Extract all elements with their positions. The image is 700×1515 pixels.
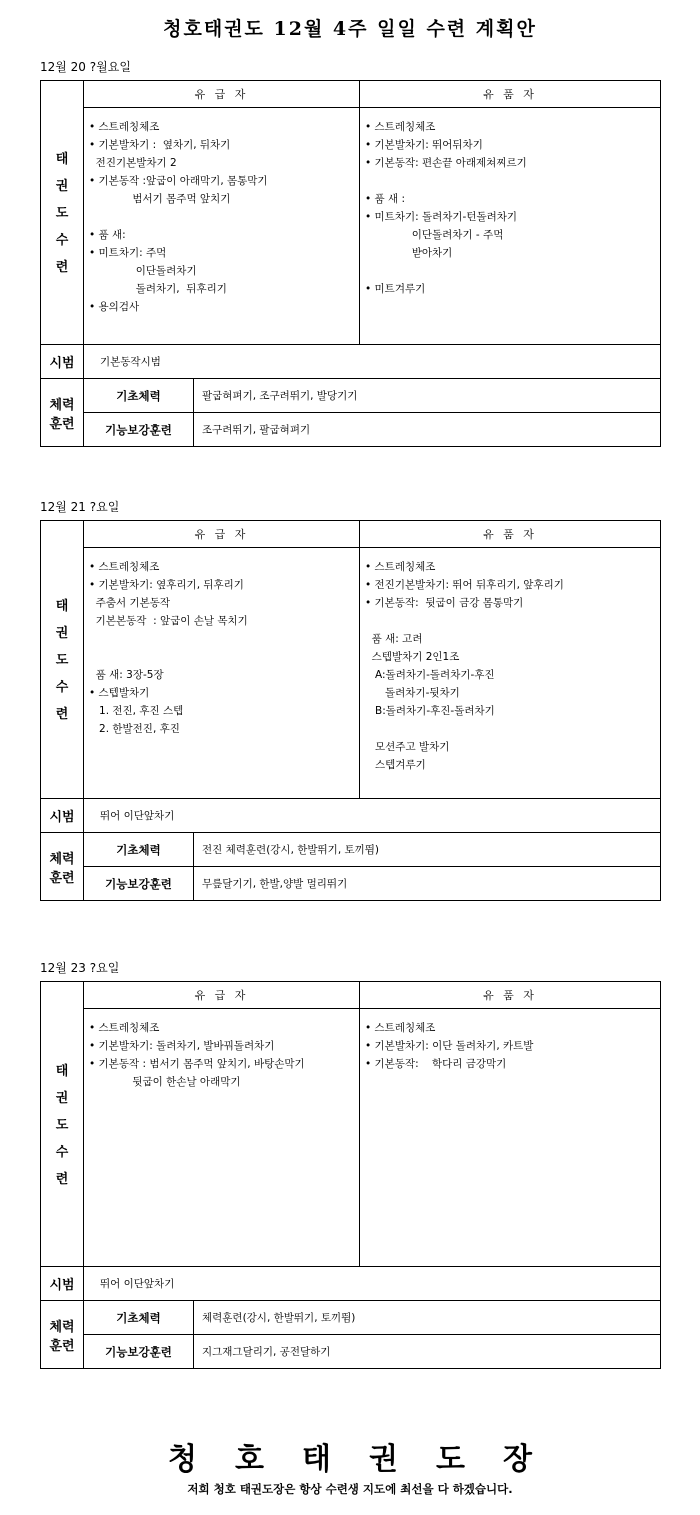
poom-plan-cell: • 스트레칭체조 • 기본발차기: 뛰어뒤차기 • 기본동작: 편손끝 아래제쳐찌르기 • 품 새 : • 미트차기: 돌려차기-턴돌려차기 이단돌려차기 - 주먹 받아차기 • 미트겨루기 <box>360 108 661 345</box>
fitness-training-label: 체력 훈련 <box>41 379 84 447</box>
basic-fitness-label: 기초체력 <box>84 1301 194 1335</box>
day-label: 12월 21 ?요일 <box>40 500 120 514</box>
gup-plan-cell: • 스트레칭체조 • 기본발차기 : 옆차기, 뒤차기 전진기본발차기 2 • 기본동작 :앞굽이 아래막기, 몸통막기 범서기 몸주먹 앞치기 • 품 새: • 미트차기: 주먹 이단돌려차기 돌려차기, 뒤후리기 • 용의검사 <box>84 108 360 345</box>
test-value: 뛰어 이단앞차기 <box>84 1267 661 1301</box>
skill-training-value: 지그재그달리기, 공전달하기 <box>194 1335 661 1369</box>
taekwondo-training-label: 태 권 도 수 련 <box>41 521 84 799</box>
poom-column-header: 유 품 자 <box>360 81 661 108</box>
basic-fitness-value: 팔굽혀펴기, 조구려뛰기, 발당기기 <box>194 379 661 413</box>
taekwondo-training-label: 태 권 도 수 련 <box>41 81 84 345</box>
basic-fitness-value: 전진 체력훈련(강시, 한발뛰기, 토끼뜀) <box>194 833 661 867</box>
poom-plan-cell: • 스트레칭체조 • 기본발차기: 이단 돌려차기, 카트발 • 기본동작: 학다리 금강막기 <box>360 1009 661 1267</box>
dojang-tagline: 저희 청호 태권도장은 항상 수련생 지도에 최선을 다 하겠습니다. <box>187 1482 513 1496</box>
test-value: 기본동작시범 <box>84 345 661 379</box>
test-label: 시범 <box>41 1267 84 1301</box>
test-label: 시범 <box>41 345 84 379</box>
basic-fitness-label: 기초체력 <box>84 379 194 413</box>
dojang-name: 청호태권도장 <box>168 1442 570 1477</box>
poom-column-header: 유 품 자 <box>360 982 661 1009</box>
day-plan-table <box>40 80 661 447</box>
skill-training-label: 기능보강훈련 <box>84 1335 194 1369</box>
day-plan-table <box>40 981 661 1369</box>
basic-fitness-value: 체력훈련(강시, 한발뛰기, 토끼뜀) <box>194 1301 661 1335</box>
skill-training-value: 조구려뛰기, 팔굽혀펴기 <box>194 413 661 447</box>
day-label: 12월 20 ?월요일 <box>40 60 131 74</box>
fitness-training-label: 체력 훈련 <box>41 1301 84 1369</box>
gup-plan-cell: • 스트레칭체조 • 기본발차기: 돌려차기, 발바꿔돌려차기 • 기본동작 : 범서기 몸주먹 앞치기, 바탕손막기 뒷굽이 한손날 아래막기 <box>84 1009 360 1267</box>
gup-column-header: 유 급 자 <box>84 521 360 548</box>
skill-training-label: 기능보강훈련 <box>84 413 194 447</box>
day-label: 12월 23 ?요일 <box>40 961 120 975</box>
fitness-training-label: 체력 훈련 <box>41 833 84 901</box>
skill-training-value: 무릎달기기, 한발,양발 멀리뛰기 <box>194 867 661 901</box>
test-label: 시범 <box>41 799 84 833</box>
basic-fitness-label: 기초체력 <box>84 833 194 867</box>
poom-column-header: 유 품 자 <box>360 521 661 548</box>
page-title: 청호태권도 12월 4주 일일 수련 계획안 <box>163 18 537 40</box>
gup-column-header: 유 급 자 <box>84 982 360 1009</box>
gup-column-header: 유 급 자 <box>84 81 360 108</box>
skill-training-label: 기능보강훈련 <box>84 867 194 901</box>
taekwondo-training-label: 태 권 도 수 련 <box>41 982 84 1267</box>
gup-plan-cell: • 스트레칭체조 • 기본발차기: 옆후리기, 뒤후리기 주춤서 기본동작 기본본동작 : 앞굽이 손날 목치기 품 새: 3장-5장 • 스텝발차기 1. 전진, 후진 스텝 2. 한발전진, 후진 <box>84 548 360 799</box>
poom-plan-cell: • 스트레칭체조 • 전진기본발차기: 뛰어 뒤후리기, 앞후리기 • 기본동작: 뒷굽이 금강 몸통막기 품 새: 고려 스텝발차기 2인1조 A:돌려차기-돌려차기-후진 돌려차기-뒷차기 B:돌려차기-후진-돌려차기 모션주고 발차기 스텝겨루기 <box>360 548 661 799</box>
day-plan-table <box>40 520 661 901</box>
test-value: 뛰어 이단앞차기 <box>84 799 661 833</box>
